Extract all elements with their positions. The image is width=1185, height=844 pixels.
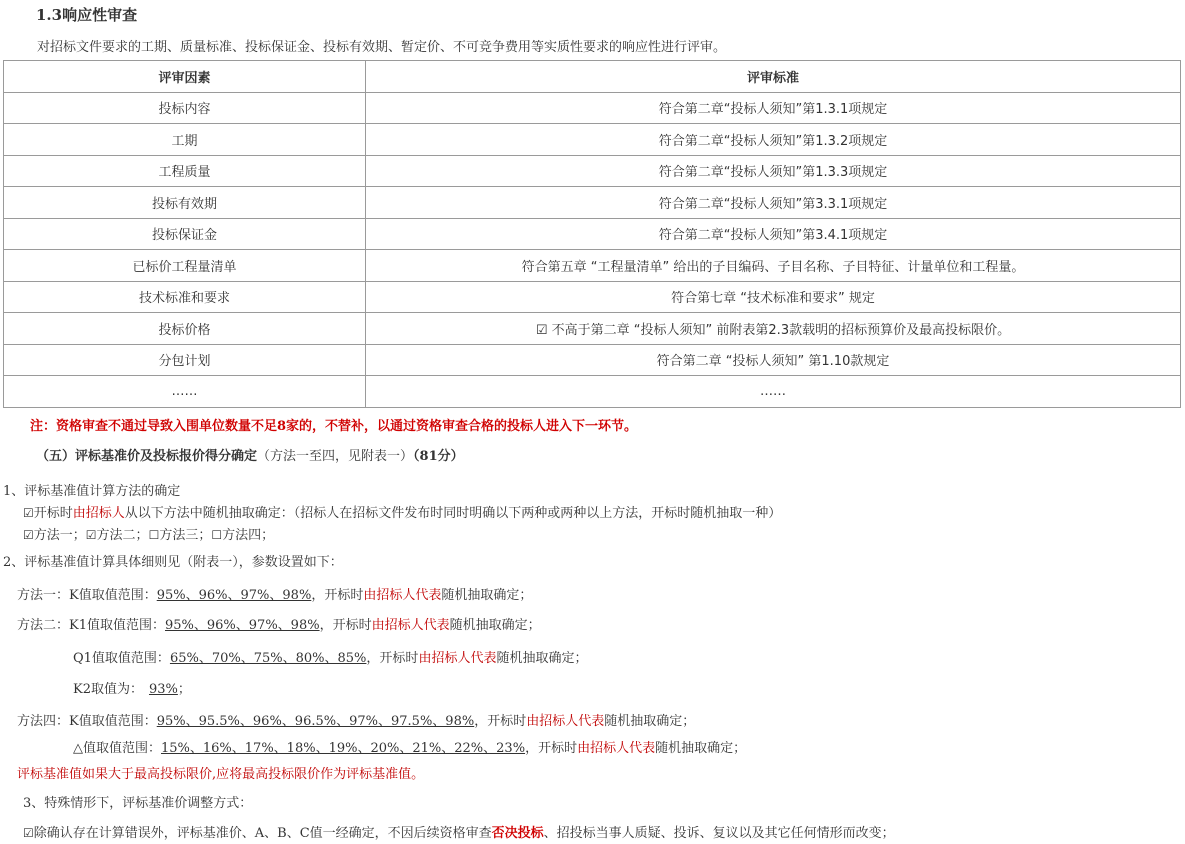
section5-title: （五）评标基准价及投标报价得分确定 <box>36 449 258 464</box>
method-option-label: 方法一； <box>33 528 86 543</box>
k2-value: 93% <box>148 682 178 697</box>
section5-heading <box>36 445 464 464</box>
factor-cell: 投标保证金 <box>4 218 366 250</box>
method2-label: 方法二：K1值取值范围： <box>17 618 165 633</box>
item3-text-a: 除确认存在计算错误外，评标基准价、A、B、C值一经确定，不因后续资格审查 <box>33 826 492 841</box>
item1-red: 由招标人 <box>72 506 125 521</box>
delta-red: 由招标人代表 <box>577 741 656 756</box>
table-row <box>4 313 1181 345</box>
method-options <box>23 524 274 543</box>
method1-label: 方法一：K值取值范围： <box>17 588 157 603</box>
section-title: 1.3响应性审查 <box>36 6 138 24</box>
factor-cell: 工期 <box>4 124 366 156</box>
q1-label: Q1值取值范围： <box>73 651 170 666</box>
factor-cell: 投标价格 <box>4 313 366 345</box>
unchecked-box-icon[interactable]: ☐ <box>211 528 223 542</box>
checked-box-icon[interactable]: ☑ <box>23 528 34 542</box>
method1-tail: 随机抽取确定； <box>441 588 533 603</box>
method4-mid: ，开标时 <box>474 714 527 729</box>
method2-red: 由招标人代表 <box>371 618 450 633</box>
item3-heading: 3、特殊情形下，评标基准价调整方式： <box>23 796 253 811</box>
q1-red: 由招标人代表 <box>418 651 497 666</box>
method4-values: 95%、95.5%、96%、96.5%、97%、97.5%、98% <box>156 714 475 729</box>
item1-line-a <box>23 502 781 521</box>
factor-cell: 投标内容 <box>4 92 366 124</box>
method1-line <box>17 584 532 603</box>
method-option-label: 方法二； <box>96 528 149 543</box>
delta-tail: 随机抽取确定； <box>655 741 747 756</box>
item1-rest: 从以下方法中随机抽取确定：（招标人在招标文件发布时同时明确以下两种或两种以上方法，开标时随机抽取一种） <box>124 506 782 521</box>
factor-cell: 分包计划 <box>4 344 366 376</box>
standard-cell: 符合第二章“投标人须知”第1.3.2项规定 <box>366 124 1181 156</box>
factor-cell: 技术标准和要求 <box>4 281 366 313</box>
item3-line <box>23 822 895 841</box>
k2-tail: ； <box>177 682 191 697</box>
standard-cell: 符合第七章 “技术标准和要求” 规定 <box>366 281 1181 313</box>
standard-cell: ☑ 不高于第二章 “投标人须知” 前附表第2.3款载明的招标预算价及最高投标限价。 <box>366 313 1181 345</box>
factor-cell: 工程质量 <box>4 155 366 187</box>
method4-label: 方法四：K值取值范围： <box>17 714 157 729</box>
review-table <box>3 60 1181 408</box>
k2-line <box>73 678 191 697</box>
method-option-label: 方法三； <box>159 528 212 543</box>
delta-values: 15%、16%、17%、18%、19%、20%、21%、22%、23% <box>161 741 526 756</box>
item1-heading: 1、评标基准值计算方法的确定 <box>3 484 181 499</box>
table-row <box>4 250 1181 282</box>
section5-paren: （方法一至四，见附表一） <box>257 449 414 464</box>
checked-box-icon[interactable]: ☑ <box>23 506 34 520</box>
method1-values: 95%、96%、97%、98% <box>156 588 312 603</box>
item1-prefix: 开标时 <box>33 506 73 521</box>
item3-text-b: 、招投标当事人质疑、投诉、复议以及其它任何情形而改变； <box>543 826 895 841</box>
method2-mid: ，开标时 <box>319 618 372 633</box>
standard-cell: 符合第二章“投标人须知”第1.3.3项规定 <box>366 155 1181 187</box>
delta-line <box>73 737 746 756</box>
q1-mid: ，开标时 <box>366 651 419 666</box>
method-option-label: 方法四； <box>222 528 275 543</box>
method4-tail: 随机抽取确定； <box>604 714 696 729</box>
table-header-row <box>4 61 1181 93</box>
item2-heading: 2、评标基准值计算具体细则见（附表一），参数设置如下： <box>3 555 343 570</box>
method2-line <box>17 614 541 633</box>
header-factor: 评审因素 <box>4 61 366 93</box>
table-row <box>4 155 1181 187</box>
factor-cell: …… <box>4 376 366 408</box>
method1-mid: ，开标时 <box>311 588 364 603</box>
checked-box-icon[interactable]: ☑ <box>85 528 97 542</box>
factor-cell: 投标有效期 <box>4 187 366 219</box>
checked-box-icon[interactable]: ☑ <box>23 826 34 840</box>
standard-cell: 符合第二章 “投标人须知” 第1.10款规定 <box>366 344 1181 376</box>
factor-cell: 已标价工程量清单 <box>4 250 366 282</box>
q1-values: 65%、70%、75%、80%、85% <box>169 651 367 666</box>
cap-note: 评标基准值如果大于最高投标限价,应将最高投标限价作为评标基准值。 <box>17 767 425 782</box>
table-row <box>4 344 1181 376</box>
standard-cell: 符合第二章“投标人须知”第3.3.1项规定 <box>366 187 1181 219</box>
k2-label: K2取值为： <box>73 682 143 697</box>
q1-tail: 随机抽取确定； <box>496 651 588 666</box>
standard-cell: 符合第五章 “工程量清单” 给出的子目编码、子目名称、子目特征、计量单位和工程量。 <box>366 250 1181 282</box>
table-row <box>4 124 1181 156</box>
method1-red: 由招标人代表 <box>363 588 442 603</box>
method2-tail: 随机抽取确定； <box>449 618 541 633</box>
table-row <box>4 92 1181 124</box>
standard-cell: …… <box>366 376 1181 408</box>
table-row <box>4 281 1181 313</box>
header-standard: 评审标准 <box>366 61 1181 93</box>
unchecked-box-icon[interactable]: ☐ <box>148 528 160 542</box>
section-intro: 对招标文件要求的工期、质量标准、投标保证金、投标有效期、暂定价、不可竞争费用等实质性要求的响应性进行评审。 <box>37 40 727 55</box>
delta-mid: ，开标时 <box>525 741 578 756</box>
method4-red: 由招标人代表 <box>526 714 605 729</box>
table-row <box>4 218 1181 250</box>
qualification-note: 注：资格审查不通过导致入围单位数量不足8家的，不替补，以通过资格审查合格的投标人进入下一环节。 <box>30 419 638 434</box>
method4-line <box>17 710 695 729</box>
standard-cell: 符合第二章“投标人须知”第1.3.1项规定 <box>366 92 1181 124</box>
table-row <box>4 187 1181 219</box>
method2-values: 95%、96%、97%、98% <box>164 618 320 633</box>
q1-line <box>73 647 587 666</box>
item3-red: 否决投标 <box>491 826 544 841</box>
table-row <box>4 376 1181 408</box>
section5-score: （81分） <box>413 449 464 464</box>
delta-label: △值取值范围： <box>73 741 161 756</box>
standard-cell: 符合第二章“投标人须知”第3.4.1项规定 <box>366 218 1181 250</box>
